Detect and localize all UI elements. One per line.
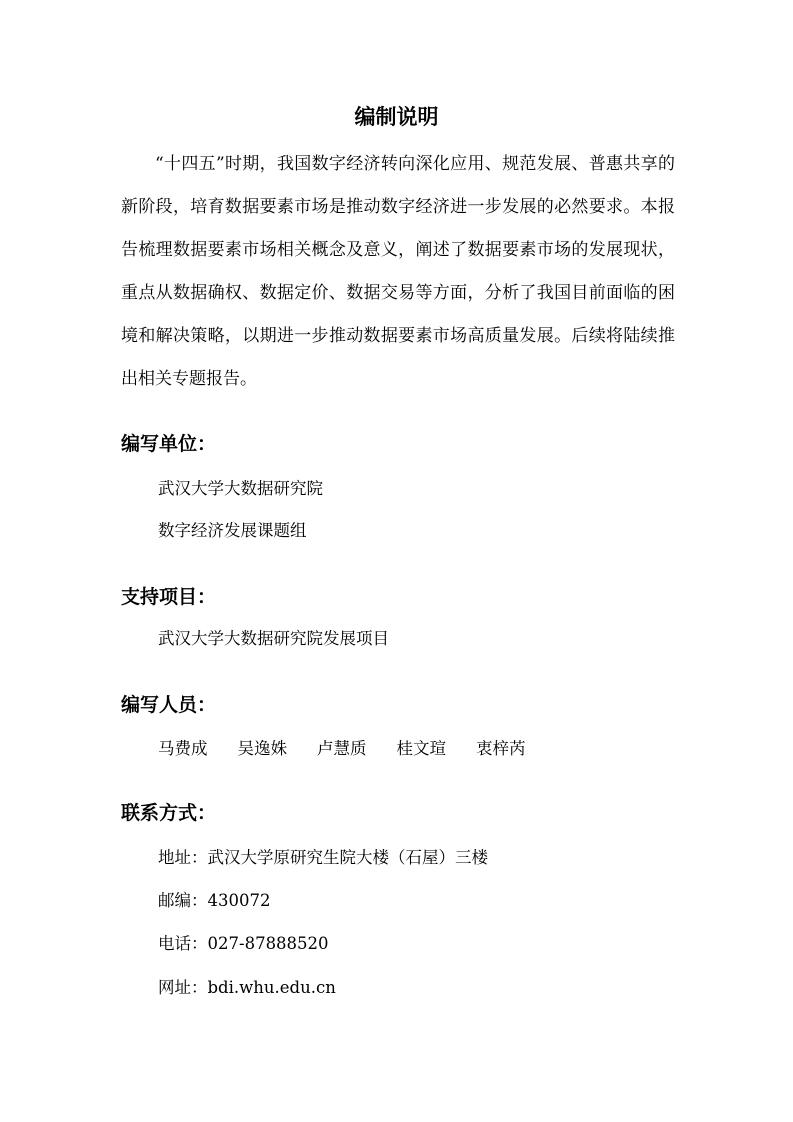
author-name: 衷梓芮: [476, 739, 526, 758]
unit-line: 武汉大学大数据研究院: [158, 479, 323, 498]
page-title: 编制说明: [354, 105, 439, 129]
contact-address: 地址：武汉大学原研究生院大楼（石屋）三楼: [158, 848, 488, 867]
contact-postcode: 邮编：430072: [158, 891, 271, 910]
authors-heading: 编写人员：: [121, 694, 217, 716]
support-line: 武汉大学大数据研究院发展项目: [158, 629, 389, 648]
author-name: 卢慧质: [317, 739, 367, 758]
intro-paragraph: “十四五”时期，我国数字经济转向深化应用、规范发展、普惠共享的新阶段，培育数据要素市场是推动数字经济进一步发展的必然要求。本报告梳理数据要素市场相关概念及意义，阐述了数据要素市场的发展现状，重点从数据确权、数据定价、数据交易等方面，分析了我国目前面临的困境和解决策略，以期进一步推动数据要素市场高质量发展。后续将陆续推出相关专题报告。: [121, 154, 675, 389]
authors-list: [158, 736, 556, 762]
contact-website: 网址：bdi.whu.edu.cn: [158, 978, 336, 997]
support-heading: 支持项目：: [121, 586, 217, 608]
author-name: 吴逸姝: [237, 739, 287, 758]
unit-line: 数字经济发展课题组: [158, 521, 307, 540]
unit-heading: 编写单位：: [121, 433, 217, 455]
author-name: 马费成: [158, 739, 208, 758]
contact-phone: 电话：027-87888520: [158, 934, 329, 953]
contact-heading: 联系方式：: [121, 802, 217, 824]
author-name: 桂文瑄: [396, 739, 446, 758]
